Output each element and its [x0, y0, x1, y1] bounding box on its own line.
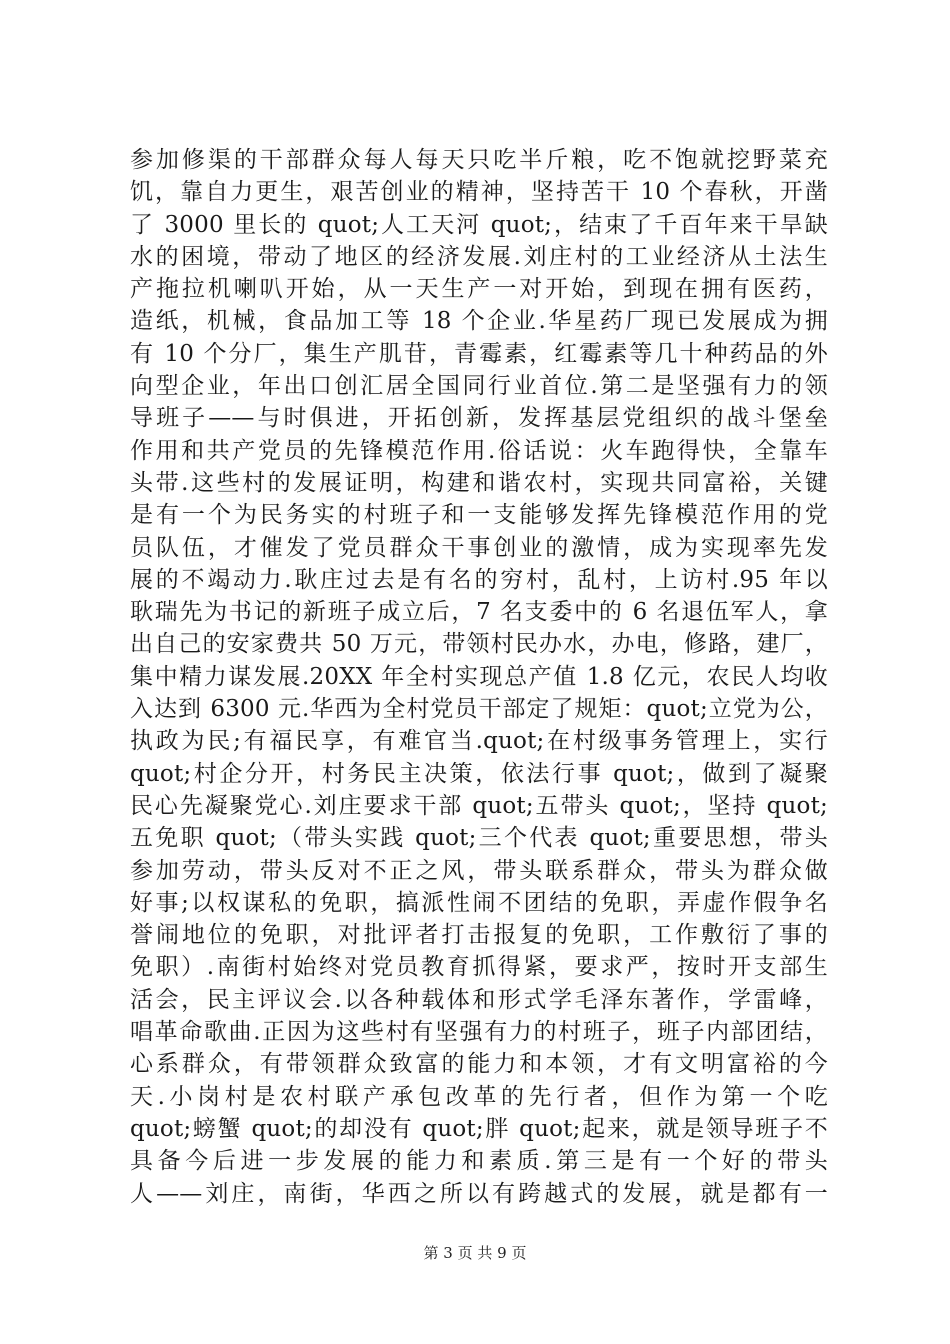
body-line: 执政为民;有福民享，有难官当.quot;在村级事务管理上，实行 — [130, 728, 828, 755]
body-line: 头带.这些村的发展证明，构建和谐农村，实现共同富裕，关键 — [130, 469, 828, 496]
body-line: 人——刘庄，南街，华西之所以有跨越式的发展，就是都有一 — [130, 1180, 828, 1207]
page-footer: 第 3 页 共 9 页 — [423, 1244, 527, 1262]
body-line: 参加劳动，带头反对不正之风，带头联系群众，带头为群众做 — [130, 857, 828, 884]
body-text — [130, 144, 828, 1210]
body-line: 入达到 6300 元.华西为全村党员干部定了规矩：quot;立党为公， — [130, 696, 828, 723]
body-line: 免职）.南街村始终对党员教育抓得紧，要求严，按时开支部生 — [130, 954, 828, 981]
body-line: 好事;以权谋私的免职，搞派性闹不团结的免职，弄虚作假争名 — [130, 889, 828, 916]
body-line: 造纸，机械，食品加工等 18 个企业.华星药厂现已发展成为拥 — [130, 308, 828, 335]
body-line: 具备今后进一步发展的能力和素质.第三是有一个好的带头 — [130, 1148, 828, 1175]
body-line: 心系群众，有带领群众致富的能力和本领，才有文明富裕的今 — [130, 1051, 828, 1078]
body-line: 有 10 个分厂，集生产肌苷，青霉素，红霉素等几十种药品的外 — [130, 340, 828, 367]
body-line: 五免职 quot;（带头实践 quot;三个代表 quot;重要思想，带头 — [130, 825, 828, 852]
body-line: quot;村企分开，村务民主决策，依法行事 quot;，做到了凝聚 — [130, 760, 828, 787]
body-line: 了 3000 里长的 quot;人工天河 quot;，结束了千百年来干旱缺 — [130, 211, 828, 238]
body-line: 向型企业，年出口创汇居全国同行业首位.第二是坚强有力的领 — [130, 373, 828, 400]
body-line: 耿瑞先为书记的新班子成立后，7 名支委中的 6 名退伍军人，拿 — [130, 599, 828, 626]
body-line: 展的不竭动力.耿庄过去是有名的穷村，乱村，上访村.95 年以 — [130, 566, 828, 593]
body-line: 作用和共产党员的先锋模范作用.俗话说：火车跑得快，全靠车 — [130, 437, 828, 464]
body-line: 出自己的安家费共 50 万元，带领村民办水，办电，修路，建厂， — [130, 631, 828, 658]
body-line: 饥，靠自力更生，艰苦创业的精神，坚持苦干 10 个春秋，开凿 — [130, 179, 828, 206]
body-line: 民心先凝聚党心.刘庄要求干部 quot;五带头 quot;，坚持 quot; — [130, 792, 828, 819]
body-line: 参加修渠的干部群众每人每天只吃半斤粮，吃不饱就挖野菜充 — [130, 147, 828, 173]
body-line: 员队伍，才催发了党员群众干事创业的激情，成为实现率先发 — [130, 534, 828, 561]
body-line: 天.小岗村是农村联产承包改革的先行者，但作为第一个吃 — [130, 1083, 828, 1110]
body-line: 产拖拉机喇叭开始，从一天生产一对开始，到现在拥有医药， — [130, 276, 828, 303]
body-line: 导班子——与时俱进，开拓创新，发挥基层党组织的战斗堡垒 — [130, 405, 828, 432]
body-line: 活会，民主评议会.以各种载体和形式学毛泽东著作，学雷峰， — [130, 986, 828, 1013]
body-line: 是有一个为民务实的村班子和一支能够发挥先锋模范作用的党 — [130, 502, 828, 529]
body-line: 唱革命歌曲.正因为这些村有坚强有力的村班子，班子内部团结， — [130, 1019, 828, 1046]
body-line: 水的困境，带动了地区的经济发展.刘庄村的工业经济从土法生 — [130, 243, 828, 270]
body-line: 誉闹地位的免职，对批评者打击报复的免职，工作敷衍了事的 — [130, 922, 828, 949]
body-line: 集中精力谋发展.20XX 年全村实现总产值 1.8 亿元，农民人均收 — [130, 663, 828, 690]
body-line: quot;螃蟹 quot;的却没有 quot;胖 quot;起来，就是领导班子不 — [130, 1115, 828, 1142]
